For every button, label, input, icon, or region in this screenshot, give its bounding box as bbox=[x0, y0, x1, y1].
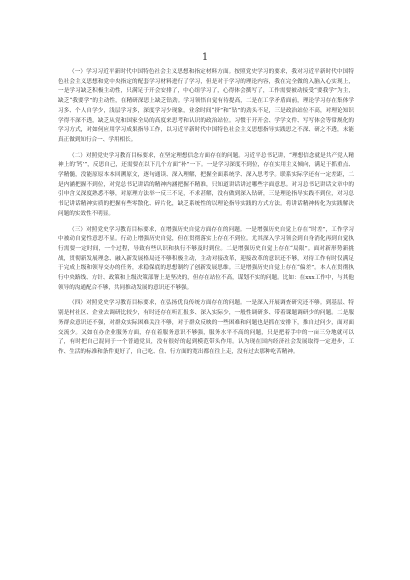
paragraph-ideals-beliefs: （二）对照党史学习教育目标要求，在坚定理想信念方面存在的问题。习近平总书记讲，“理想信念就是共产党人精神上的‘钙’”，反思自己，还需要在以下几个方面“补”一下。一是学习深度不到位，存在实用主义倾向，满足于抓重点、学精髓，没能原原本本回溯原文，逐句通读、深入理解，把握全面系统学、深入思考学。联系实际学还有一定差距，二是内涵把握不到位，对党总书记讲话的精神内涵把握不精准，只知道讲话讲过哪些字面意思。对习总书记讲话文章中的引申含义深度熟悉不够，对原理方法举一反三不足，不求甚解，没有做到深入钻研，三是理论指导实践不到位，对习总书记讲话精神实质的把握有些零散化、碎片化，缺乏系统性的以理论指导实践的方式方法。将讲话精神转化为实践解决问题的实效性不明显。 bbox=[58, 152, 354, 217]
paragraph-fine-traditions: （四）对照党史学习教育目标要求，在弘扬优良传统方面存在的问题。一是深入开展调查研究还不够。到基层、特别是村社区、企业去调研比较少，有时还存在听汇报多、深入实际少，一般性调研多、带着课题调研少的问题。二是服务群众意识还不强，对群众实际困难关注不够，对于群众反映的一些困难和问题也是抓在安排下，推自过问少，面对面交流少。又如在办企业服务方面，存在着服务意识不够强，服务水平不高的问题，只是把着手中的一亩三分地就可以了，有时把自己混同于一个普通党员，没有很好的起到模范带头作用。认为现在国内经济社会发展取得一定进步，工作、生活的标准和条件更好了，自己吃、住、行方面的宽出都在往上走，没有过去那种吃苦精神。 bbox=[58, 300, 354, 355]
paragraph-historical-awareness: （三）对照党史学习教育目标要求，在增强历史自觉方面存在的问题。一是增强历史自觉上存在“时差”，工作学习中被动自觉性意思不显。行动上增强历史自觉，但在贯彻落实上存在不到位。尤其深入学习领会到自身消化再到自觉执行需要一定时间，一个过程，导致有些认识和执行不够及时到位。二是增强历史自觉上存在“局限”。面对新形势新挑战，贯彻新发展理念、融入新发展格局还不够积极主动，主动对接改革，迎接改革的意识还不够，对待工作有时仅满足于完成上级和领导交办的任务，求稳保底的思想制约了创新发展思维。三是增强历史自觉上存在“偏差”。本人在贯彻执行中央路线、方针、政策和上级决策部署上是坚决的，但存在站位不高，谋划不实的问题。比如：在xxx工作中，与其他领导的沟通配合不够，共同推动发展的意识还不够强。 bbox=[58, 226, 354, 291]
document-body bbox=[58, 68, 354, 364]
page-number: 1 bbox=[201, 52, 209, 63]
paragraph-study-materials: （一）学习习近平新时代中国特色社会主义思想和指定材料方面。按照党史学习的要求，我对习近平新时代中国特色社会主义思想和党中央指定的配套学习材料进行了学习，但是对于学习的理论内容，我在完全做的入脑入心实现上，一是学习缺乏积极主动性，只满足于开会安排了，中心组学习了，心得体会撰写了，工作需要被动接受“要我学”为主，缺乏“我要学”的主动性，在精研深思上缺乏钻劲。学习领悟自觉有待提高，二是在工学矛盾面前，理论学习存在集体学习多、个人自学少，浅层学习多，深度学习少现象，业余时间“挤”和“钻”的劲头不足，三是政治站位不高，对理论知识学得不深不透，缺乏从党和国家全局的高度来思考和认识的政治站位。习惯于开开会、学学文件、写写体会等常规化的学习方式，对如何应用学习成果指导工作，以习近平新时代中国特色社会主义思想指导实践思之不深、研之不透，未能真正做到知行合一、学用相长。 bbox=[58, 69, 354, 143]
